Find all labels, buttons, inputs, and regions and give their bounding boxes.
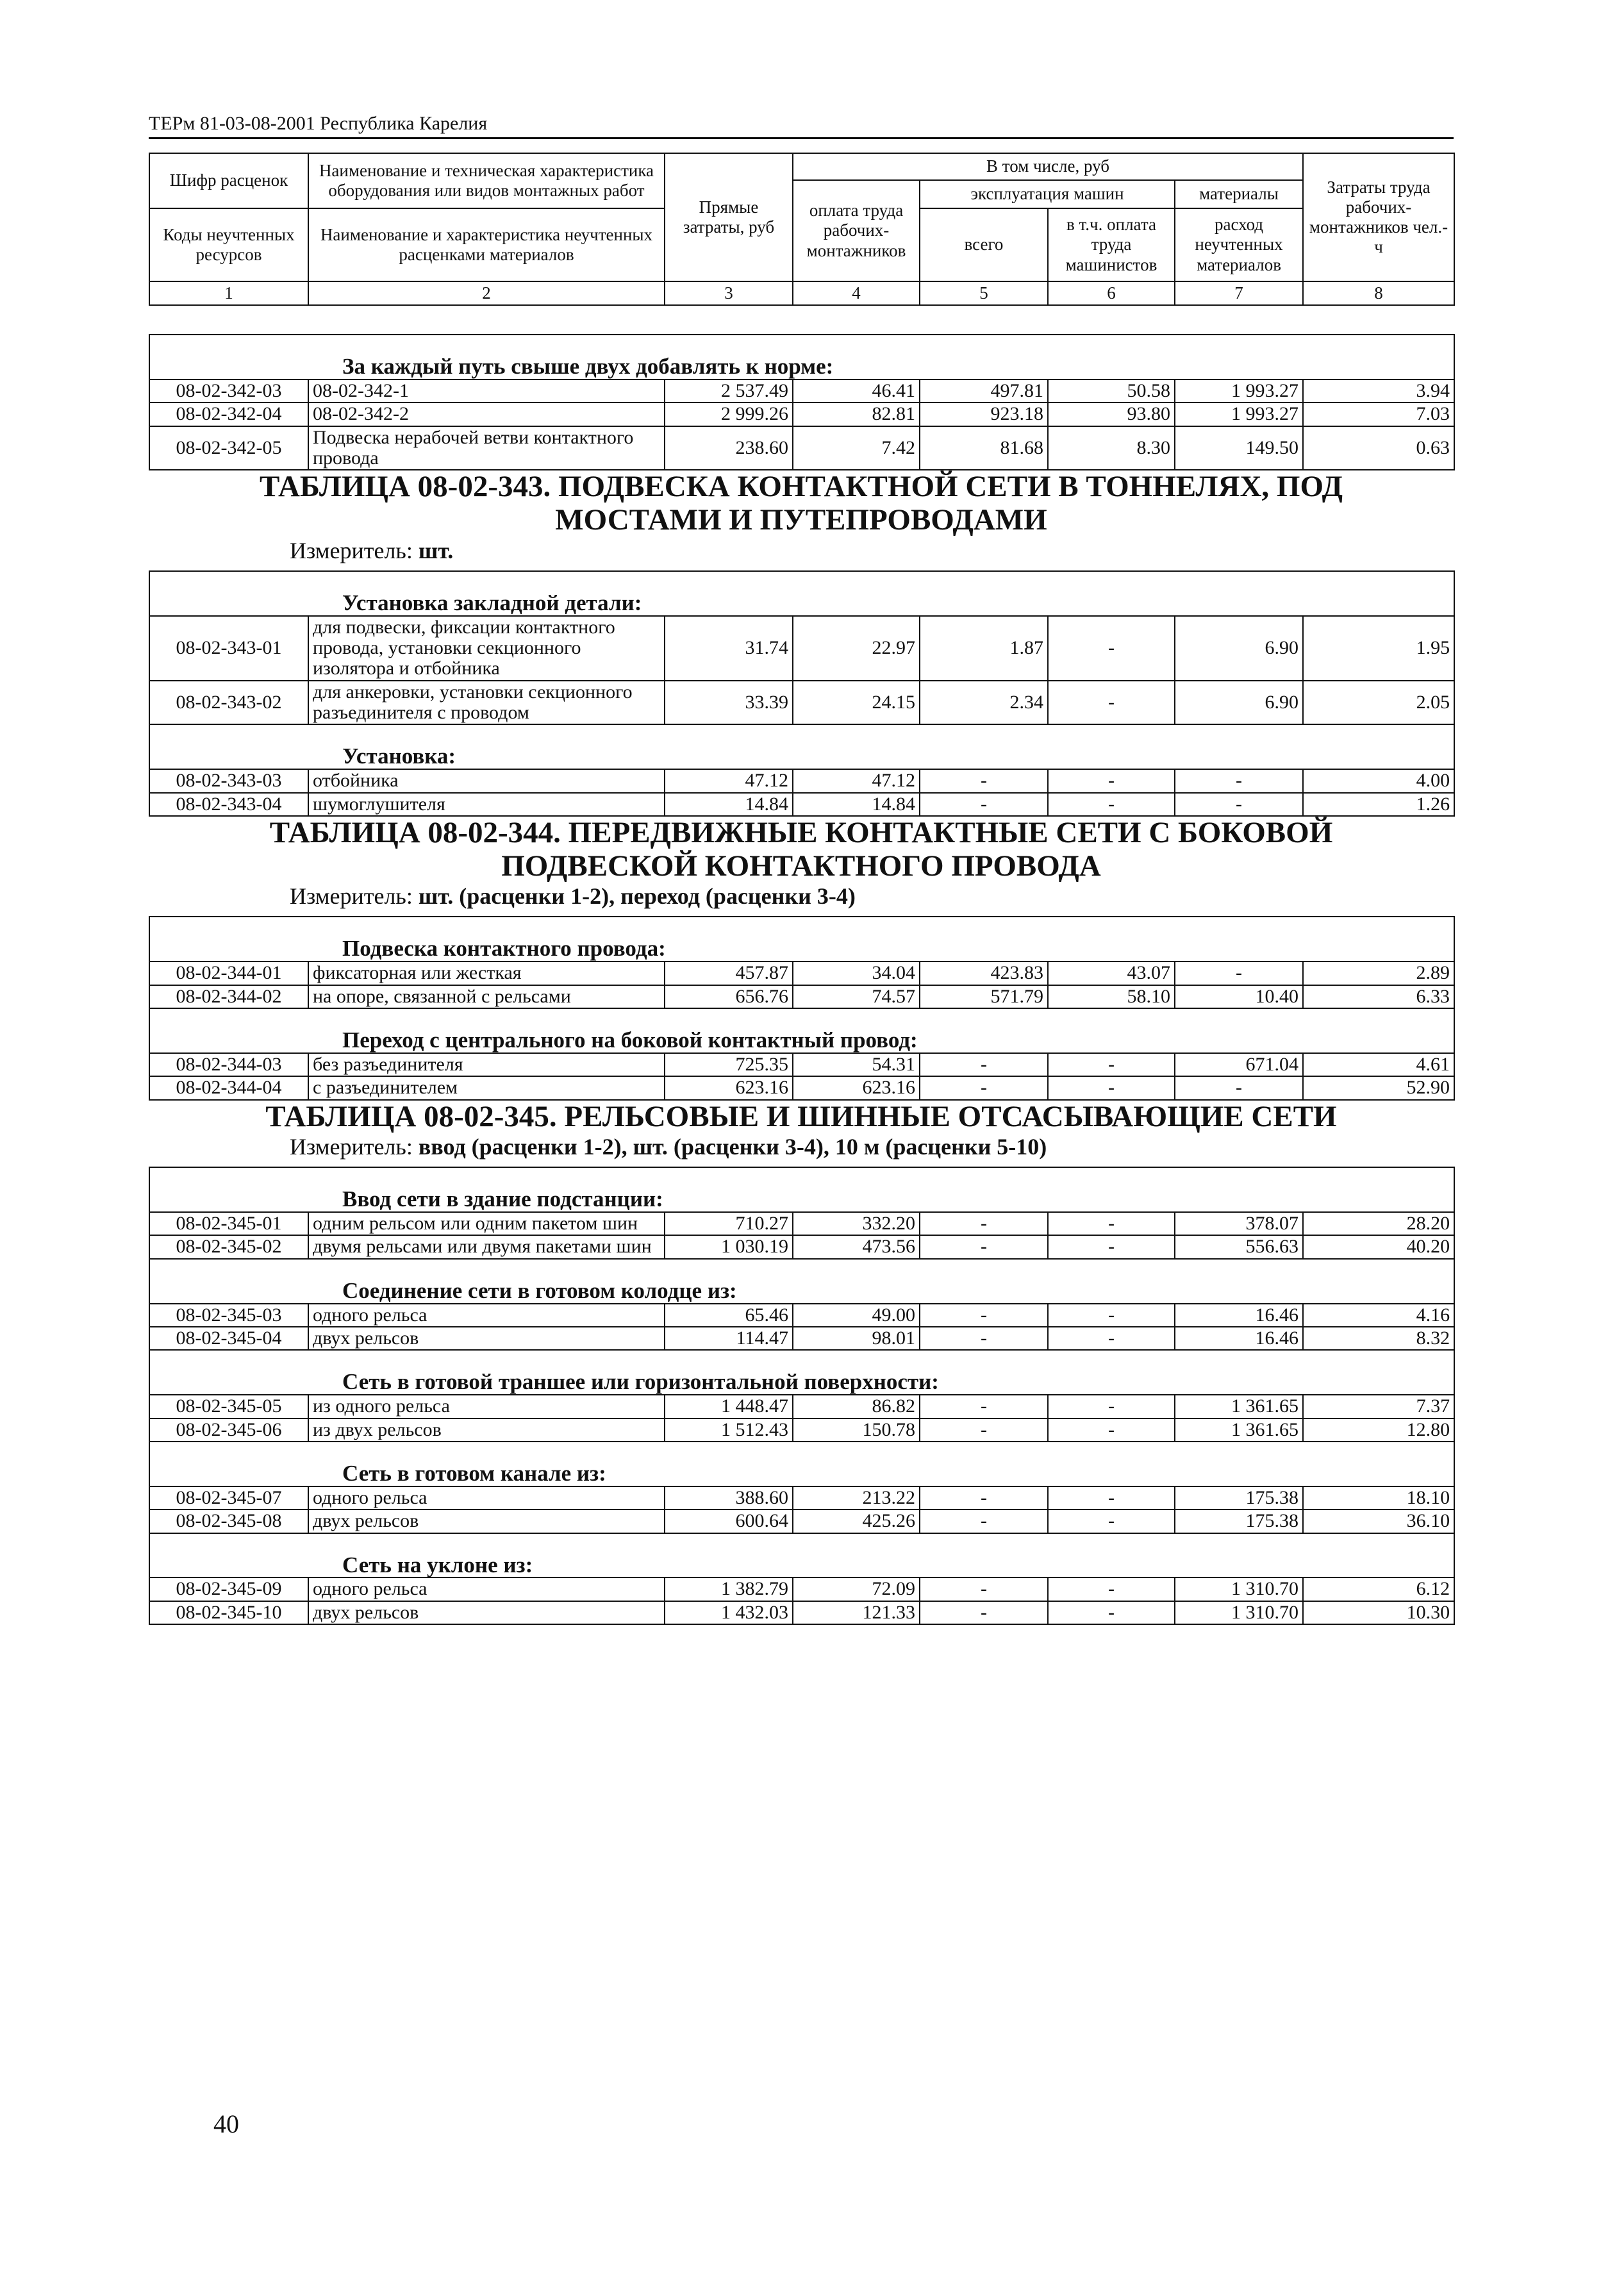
group-heading: Переход с центрального на боковой контактный провод: — [149, 1008, 1454, 1053]
col-number: 6 — [1048, 281, 1175, 305]
group-heading-row — [149, 1259, 1454, 1304]
col-number: 7 — [1175, 281, 1303, 305]
direct-cost: 1 432.03 — [665, 1601, 793, 1624]
direct-cost: 65.46 — [665, 1304, 793, 1327]
machines-cost: - — [920, 769, 1048, 792]
table-row — [149, 769, 1454, 792]
rate-code: 08-02-343-01 — [149, 616, 308, 681]
group-heading-row — [149, 1350, 1454, 1395]
col-number: 5 — [920, 281, 1048, 305]
col-materials-header: материалы — [1175, 180, 1303, 208]
machinist-labor-cost: 43.07 — [1048, 961, 1175, 985]
col-name-header: Наименование и техническая характеристика оборудования или видов монтажных работ — [308, 153, 665, 208]
work-name: отбойника — [308, 769, 665, 792]
measure-value: шт. — [418, 537, 454, 563]
materials-cost: 1 993.27 — [1175, 403, 1303, 426]
group-heading-row — [149, 1008, 1454, 1053]
col-machines-total-header: всего — [920, 208, 1048, 281]
col-number: 8 — [1303, 281, 1454, 305]
running-header: ТЕРм 81-03-08-2001 Республика Карелия — [149, 113, 488, 134]
table-row — [149, 1577, 1454, 1601]
table-row — [149, 379, 1454, 403]
machines-cost: - — [920, 1510, 1048, 1533]
rate-code: 08-02-344-03 — [149, 1053, 308, 1076]
col-unaccounted-materials-header: расход неучтенных материалов — [1175, 208, 1303, 281]
materials-cost: 1 310.70 — [1175, 1601, 1303, 1624]
col-number: 3 — [665, 281, 793, 305]
page-number: 40 — [213, 2109, 239, 2138]
labor-cost: 213.22 — [793, 1486, 920, 1510]
direct-cost: 600.64 — [665, 1510, 793, 1533]
col-machines-header: эксплуатация машин — [920, 180, 1175, 208]
group-heading-row — [149, 571, 1454, 616]
machines-cost: - — [920, 1577, 1048, 1601]
machines-cost: 571.79 — [920, 985, 1048, 1008]
work-name: на опоре, связанной с рельсами — [308, 985, 665, 1008]
labor-hours: 6.33 — [1303, 985, 1454, 1008]
labor-cost: 98.01 — [793, 1327, 920, 1350]
machines-cost: - — [920, 1486, 1048, 1510]
group-heading-row — [149, 1533, 1454, 1578]
rate-code: 08-02-345-10 — [149, 1601, 308, 1624]
direct-cost: 388.60 — [665, 1486, 793, 1510]
labor-hours: 0.63 — [1303, 426, 1454, 470]
labor-hours: 8.32 — [1303, 1327, 1454, 1350]
materials-cost: 149.50 — [1175, 426, 1303, 470]
table-row — [149, 793, 1454, 816]
group-heading: Сеть на уклоне из: — [149, 1533, 1454, 1578]
labor-cost: 54.31 — [793, 1053, 920, 1076]
col-number: 4 — [793, 281, 920, 305]
machinist-labor-cost: - — [1048, 1053, 1175, 1076]
table-row — [149, 1510, 1454, 1533]
materials-cost: - — [1175, 793, 1303, 816]
labor-hours: 40.20 — [1303, 1235, 1454, 1258]
measure-unit — [149, 537, 1454, 570]
materials-cost: 6.90 — [1175, 681, 1303, 725]
col-direct-header: Прямые затраты, руб — [665, 153, 793, 281]
work-name: из двух рельсов — [308, 1418, 665, 1442]
materials-cost: 16.46 — [1175, 1327, 1303, 1350]
machinist-labor-cost: 8.30 — [1048, 426, 1175, 470]
labor-cost: 72.09 — [793, 1577, 920, 1601]
machinist-labor-cost: - — [1048, 1212, 1175, 1235]
work-name: без разъединителя — [308, 1053, 665, 1076]
labor-hours: 1.95 — [1303, 616, 1454, 681]
direct-cost: 14.84 — [665, 793, 793, 816]
machinist-labor-cost: - — [1048, 1601, 1175, 1624]
measure-unit — [149, 1133, 1454, 1167]
work-name: для подвески, фиксации контактного провода, установки секционного изолятора и отбойника — [308, 616, 665, 681]
rate-code: 08-02-343-03 — [149, 769, 308, 792]
machinist-labor-cost: - — [1048, 1418, 1175, 1442]
table-row — [149, 1304, 1454, 1327]
machinist-labor-cost: - — [1048, 769, 1175, 792]
machines-cost: 1.87 — [920, 616, 1048, 681]
work-name: из одного рельса — [308, 1395, 665, 1418]
machinist-labor-cost: - — [1048, 1076, 1175, 1099]
direct-cost: 623.16 — [665, 1076, 793, 1099]
labor-cost: 14.84 — [793, 793, 920, 816]
labor-cost: 121.33 — [793, 1601, 920, 1624]
section-title: ТАБЛИЦА 08-02-344. ПЕРЕДВИЖНЫЕ КОНТАКТНЫЕ СЕТИ С БОКОВОЙ ПОДВЕСКОЙ КОНТАКТНОГО ПРОВОДА — [269, 816, 1333, 883]
work-name: одного рельса — [308, 1577, 665, 1601]
labor-hours: 28.20 — [1303, 1212, 1454, 1235]
measure-value: шт. (расценки 1-2), переход (расценки 3-4) — [418, 883, 856, 910]
rate-code: 08-02-345-05 — [149, 1395, 308, 1418]
labor-cost: 74.57 — [793, 985, 920, 1008]
direct-cost: 1 512.43 — [665, 1418, 793, 1442]
materials-cost: - — [1175, 769, 1303, 792]
machinist-labor-cost: - — [1048, 616, 1175, 681]
rates-table — [149, 570, 1455, 817]
labor-cost: 425.26 — [793, 1510, 920, 1533]
group-heading-row — [149, 917, 1454, 961]
rate-code: 08-02-345-07 — [149, 1486, 308, 1510]
labor-hours: 2.05 — [1303, 681, 1454, 725]
materials-cost: 175.38 — [1175, 1486, 1303, 1510]
rate-code: 08-02-345-03 — [149, 1304, 308, 1327]
col-labor-header: оплата труда рабочих-монтажников — [793, 180, 920, 281]
labor-hours: 7.37 — [1303, 1395, 1454, 1418]
col-incl-header: В том числе, руб — [793, 153, 1303, 180]
work-name: для анкеровки, установки секционного разъединителя с проводом — [308, 681, 665, 725]
measure-unit — [149, 883, 1454, 916]
direct-cost: 1 448.47 — [665, 1395, 793, 1418]
rate-code: 08-02-345-04 — [149, 1327, 308, 1350]
work-name: 08-02-342-1 — [308, 379, 665, 403]
direct-cost: 238.60 — [665, 426, 793, 470]
group-heading: Соединение сети в готовом колодце из: — [149, 1259, 1454, 1304]
col-machinist-labor-header: в т.ч. оплата труда машинистов — [1048, 208, 1175, 281]
rate-code: 08-02-345-09 — [149, 1577, 308, 1601]
machines-cost: - — [920, 1601, 1048, 1624]
labor-hours: 6.12 — [1303, 1577, 1454, 1601]
work-name: двух рельсов — [308, 1601, 665, 1624]
table-row — [149, 1076, 1454, 1099]
col-resource-name-header: Наименование и характеристика неучтенных расценками материалов — [308, 208, 665, 281]
direct-cost: 2 999.26 — [665, 403, 793, 426]
machinist-labor-cost: - — [1048, 1235, 1175, 1258]
machinist-labor-cost: - — [1048, 1395, 1175, 1418]
labor-cost: 623.16 — [793, 1076, 920, 1099]
machinist-labor-cost: - — [1048, 1327, 1175, 1350]
labor-cost: 49.00 — [793, 1304, 920, 1327]
section-title: ТАБЛИЦА 08-02-343. ПОДВЕСКА КОНТАКТНОЙ СЕТИ В ТОННЕЛЯХ, ПОД МОСТАМИ И ПУТЕПРОВОДАМИ — [259, 470, 1343, 537]
machinist-labor-cost: 93.80 — [1048, 403, 1175, 426]
table-row — [149, 1601, 1454, 1624]
document-body — [149, 334, 1454, 1625]
machines-cost: 923.18 — [920, 403, 1048, 426]
table-row — [149, 985, 1454, 1008]
group-heading-row — [149, 335, 1454, 379]
labor-hours: 1.26 — [1303, 793, 1454, 816]
direct-cost: 2 537.49 — [665, 379, 793, 403]
machines-cost: - — [920, 1418, 1048, 1442]
materials-cost: 671.04 — [1175, 1053, 1303, 1076]
labor-cost: 46.41 — [793, 379, 920, 403]
col-number: 1 — [149, 281, 308, 305]
labor-hours: 36.10 — [1303, 1510, 1454, 1533]
direct-cost: 114.47 — [665, 1327, 793, 1350]
work-name: двумя рельсами или двумя пакетами шин — [308, 1235, 665, 1258]
materials-cost: 1 361.65 — [1175, 1418, 1303, 1442]
work-name: шумоглушителя — [308, 793, 665, 816]
machines-cost: 497.81 — [920, 379, 1048, 403]
direct-cost: 656.76 — [665, 985, 793, 1008]
materials-cost: 1 310.70 — [1175, 1577, 1303, 1601]
table-row — [149, 426, 1454, 470]
group-heading: Сеть в готовой траншее или горизонтальной поверхности: — [149, 1350, 1454, 1395]
rate-code: 08-02-344-04 — [149, 1076, 308, 1099]
materials-cost: 556.63 — [1175, 1235, 1303, 1258]
machinist-labor-cost: 50.58 — [1048, 379, 1175, 403]
table-row — [149, 961, 1454, 985]
labor-cost: 82.81 — [793, 403, 920, 426]
direct-cost: 710.27 — [665, 1212, 793, 1235]
direct-cost: 31.74 — [665, 616, 793, 681]
machines-cost: - — [920, 1395, 1048, 1418]
col-number: 2 — [308, 281, 665, 305]
labor-hours: 3.94 — [1303, 379, 1454, 403]
machines-cost: 423.83 — [920, 961, 1048, 985]
machines-cost: 81.68 — [920, 426, 1048, 470]
materials-cost: 16.46 — [1175, 1304, 1303, 1327]
col-resource-code-header: Коды неучтенных ресурсов — [149, 208, 308, 281]
materials-cost: 378.07 — [1175, 1212, 1303, 1235]
rate-code: 08-02-342-05 — [149, 426, 308, 470]
table-row — [149, 403, 1454, 426]
labor-cost: 47.12 — [793, 769, 920, 792]
direct-cost: 1 030.19 — [665, 1235, 793, 1258]
labor-hours: 52.90 — [1303, 1076, 1454, 1099]
machines-cost: - — [920, 1076, 1048, 1099]
rate-code: 08-02-342-04 — [149, 403, 308, 426]
labor-cost: 7.42 — [793, 426, 920, 470]
rate-code: 08-02-342-03 — [149, 379, 308, 403]
materials-cost: 1 361.65 — [1175, 1395, 1303, 1418]
machinist-labor-cost: - — [1048, 793, 1175, 816]
group-heading-row — [149, 1167, 1454, 1212]
group-heading: Сеть в готовом канале из: — [149, 1442, 1454, 1486]
measure-label: Измеритель: — [290, 537, 419, 563]
labor-cost: 86.82 — [793, 1395, 920, 1418]
work-name: фиксаторная или жесткая — [308, 961, 665, 985]
col-code-header: Шифр расценок — [149, 153, 308, 208]
group-heading: Установка: — [149, 724, 1454, 769]
rates-table — [149, 1167, 1455, 1625]
machinist-labor-cost: - — [1048, 1510, 1175, 1533]
machines-cost: 2.34 — [920, 681, 1048, 725]
machinist-labor-cost: 58.10 — [1048, 985, 1175, 1008]
table-row — [149, 1418, 1454, 1442]
materials-cost: 6.90 — [1175, 616, 1303, 681]
table-row — [149, 1053, 1454, 1076]
labor-cost: 22.97 — [793, 616, 920, 681]
table-row — [149, 1235, 1454, 1258]
machinist-labor-cost: - — [1048, 681, 1175, 725]
measure-label: Измеритель: — [290, 1134, 419, 1160]
labor-hours: 18.10 — [1303, 1486, 1454, 1510]
labor-cost: 150.78 — [793, 1418, 920, 1442]
work-name: двух рельсов — [308, 1510, 665, 1533]
rate-code: 08-02-345-08 — [149, 1510, 308, 1533]
labor-hours: 4.61 — [1303, 1053, 1454, 1076]
machines-cost: - — [920, 1212, 1048, 1235]
group-heading: Ввод сети в здание подстанции: — [149, 1167, 1454, 1212]
table-row — [149, 1395, 1454, 1418]
direct-cost: 33.39 — [665, 681, 793, 725]
section-title: ТАБЛИЦА 08-02-345. РЕЛЬСОВЫЕ И ШИННЫЕ ОТСАСЫВАЮЩИЕ СЕТИ — [265, 1099, 1337, 1133]
measure-value: ввод (расценки 1-2), шт. (расценки 3-4), 10 м (расценки 5-10) — [418, 1134, 1047, 1160]
header-rule — [149, 137, 1454, 139]
machinist-labor-cost: - — [1048, 1304, 1175, 1327]
work-name: одним рельсом или одним пакетом шин — [308, 1212, 665, 1235]
column-header-table — [149, 153, 1455, 306]
table-row — [149, 616, 1454, 681]
group-heading-row — [149, 724, 1454, 769]
table-row — [149, 1486, 1454, 1510]
labor-hours: 2.89 — [1303, 961, 1454, 985]
materials-cost: 1 993.27 — [1175, 379, 1303, 403]
work-name: 08-02-342-2 — [308, 403, 665, 426]
work-name: с разъединителем — [308, 1076, 665, 1099]
labor-hours: 7.03 — [1303, 403, 1454, 426]
work-name: Подвеска нерабочей ветви контактного провода — [308, 426, 665, 470]
materials-cost: - — [1175, 961, 1303, 985]
work-name: одного рельса — [308, 1486, 665, 1510]
group-heading-row — [149, 1442, 1454, 1486]
labor-cost: 34.04 — [793, 961, 920, 985]
labor-cost: 332.20 — [793, 1212, 920, 1235]
direct-cost: 1 382.79 — [665, 1577, 793, 1601]
group-heading: За каждый путь свыше двух добавлять к норме: — [149, 335, 1454, 379]
direct-cost: 725.35 — [665, 1053, 793, 1076]
labor-cost: 473.56 — [793, 1235, 920, 1258]
machines-cost: - — [920, 793, 1048, 816]
machines-cost: - — [920, 1053, 1048, 1076]
direct-cost: 457.87 — [665, 961, 793, 985]
work-name: двух рельсов — [308, 1327, 665, 1350]
work-name: одного рельса — [308, 1304, 665, 1327]
rates-table — [149, 916, 1455, 1100]
rate-code: 08-02-345-02 — [149, 1235, 308, 1258]
group-heading: Установка закладной детали: — [149, 571, 1454, 616]
rates-table — [149, 334, 1455, 470]
measure-label: Измеритель: — [290, 883, 419, 910]
direct-cost: 47.12 — [665, 769, 793, 792]
materials-cost: 175.38 — [1175, 1510, 1303, 1533]
machinist-labor-cost: - — [1048, 1486, 1175, 1510]
machines-cost: - — [920, 1235, 1048, 1258]
machinist-labor-cost: - — [1048, 1577, 1175, 1601]
materials-cost: 10.40 — [1175, 985, 1303, 1008]
rate-code: 08-02-345-06 — [149, 1418, 308, 1442]
machines-cost: - — [920, 1327, 1048, 1350]
labor-hours: 4.16 — [1303, 1304, 1454, 1327]
table-row — [149, 681, 1454, 725]
rate-code: 08-02-344-02 — [149, 985, 308, 1008]
labor-cost: 24.15 — [793, 681, 920, 725]
labor-hours: 4.00 — [1303, 769, 1454, 792]
labor-hours: 10.30 — [1303, 1601, 1454, 1624]
rate-code: 08-02-344-01 — [149, 961, 308, 985]
machines-cost: - — [920, 1304, 1048, 1327]
labor-hours: 12.80 — [1303, 1418, 1454, 1442]
materials-cost: - — [1175, 1076, 1303, 1099]
table-row — [149, 1327, 1454, 1350]
group-heading: Подвеска контактного провода: — [149, 917, 1454, 961]
rate-code: 08-02-343-02 — [149, 681, 308, 725]
rate-code: 08-02-343-04 — [149, 793, 308, 816]
table-row — [149, 1212, 1454, 1235]
rate-code: 08-02-345-01 — [149, 1212, 308, 1235]
col-workload-header: Затраты труда рабочих-монтажников чел.-ч — [1303, 153, 1454, 281]
